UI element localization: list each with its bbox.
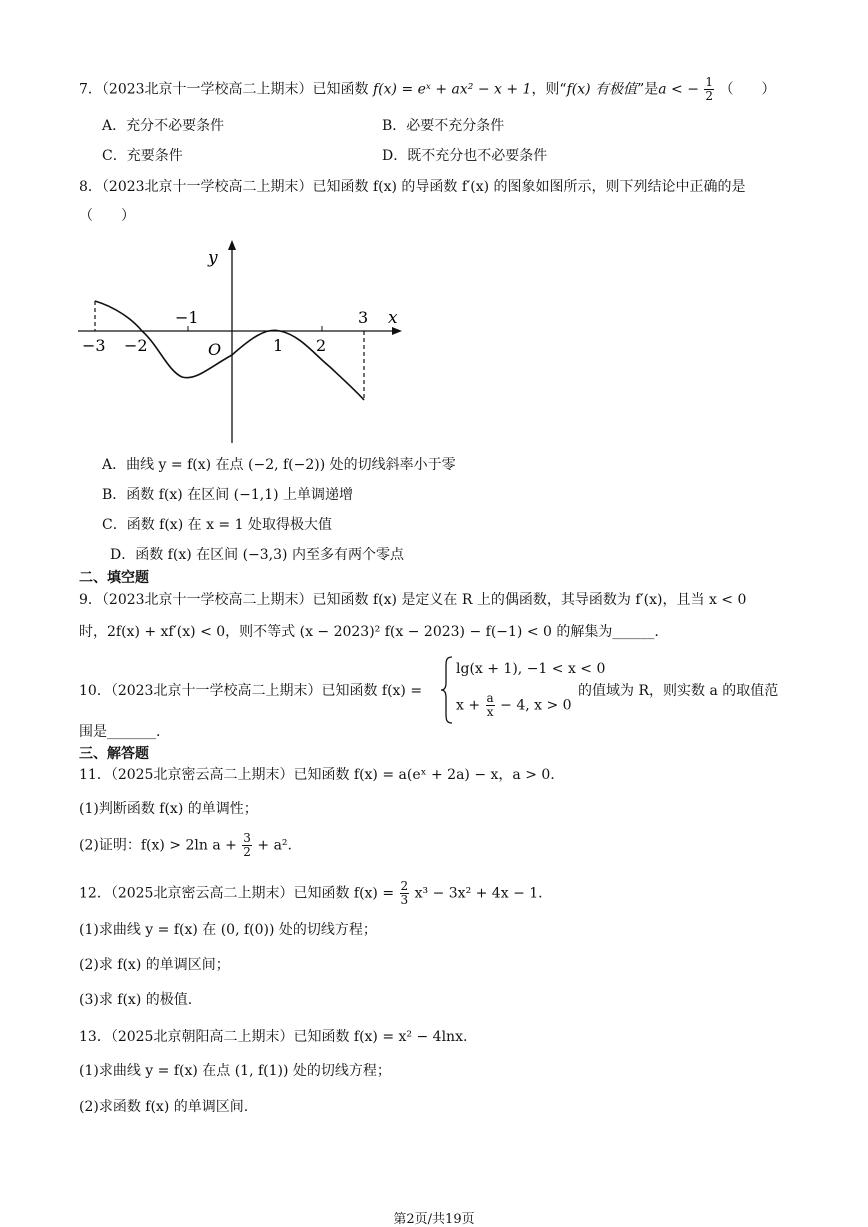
q8-stem-line1: 8．（2023北京十一学校高二上期末）已知函数 f(x) 的导函数 f′(x) 的图象如图所示，则下列结论中正确的是 (79, 179, 746, 195)
section-heading-fill-blank: 二、填空题 (79, 570, 149, 586)
q10-case2 (456, 692, 572, 719)
q13-stem: 13．（2025北京朝阳高二上期末）已知函数 f(x) = x² − 4lnx. (79, 1029, 468, 1045)
q10-frac-num: a (486, 691, 494, 705)
q9-line1: 9．（2023北京十一学校高二上期末）已知函数 f(x) 是定义在 R 上的偶函数，其导函数为 f′(x)，且当 x < 0 (79, 592, 747, 608)
q7-frac-den: 2 (705, 89, 714, 103)
q9-line2: 时，2f(x) + xf′(x) < 0，则不等式 (x − 2023)² f(x − 2023) − f(−1) < 0 的解集为______. (79, 624, 659, 640)
y-axis-arrow-icon (228, 240, 236, 250)
page-footer: 第2页/共19页 (393, 1212, 475, 1227)
q7-stem-prefix: 7．（2023北京十一学校高二上期末）已知函数 (79, 81, 369, 98)
tick-label-neg2: −2 (124, 336, 148, 355)
q7-answer-paren: （ ） (719, 81, 776, 98)
q11-part2-suffix: + a². (257, 837, 292, 854)
tick-label-1: 1 (273, 336, 284, 355)
q7-stem (79, 76, 776, 103)
q12-part1: (1)求曲线 y = f(x) 在 (0, f(0)) 处的切线方程； (79, 922, 377, 938)
q12-frac-num: 2 (400, 879, 409, 893)
tick-label-3: 3 (358, 308, 369, 327)
q11-frac-num: 3 (243, 831, 251, 845)
q10-stem-suffix: 的值域为 R，则实数 a 的取值范 (578, 683, 779, 699)
section-heading-solve: 三、解答题 (79, 746, 149, 762)
q10-case2-suffix: − 4, x > 0 (500, 697, 572, 714)
q13-part2: (2)求函数 f(x) 的单调区间. (79, 1099, 249, 1115)
x-axis-label: x (388, 308, 398, 328)
tick-label-neg3: −3 (82, 336, 106, 355)
q11-part2-prefix: (2)证明：f(x) > 2ln a + (79, 837, 237, 854)
q8-derivative-graph (70, 235, 410, 450)
q8-option-c: C．函数 f(x) 在 x = 1 处取得极大值 (102, 517, 332, 533)
q7-fraction (704, 76, 714, 103)
q11-stem: 11．（2025北京密云高二上期末）已知函数 f(x) = a(eˣ + 2a) − x，a > 0. (79, 767, 555, 783)
q12-part3: (3)求 f(x) 的极值. (79, 992, 193, 1008)
q7-condition2: a < − (658, 81, 699, 98)
q7-option-c: C．充要条件 (102, 148, 183, 164)
q12-stem-prefix: 12．（2025北京密云高二上期末）已知函数 f(x) = (79, 885, 395, 902)
tick-label-2: 2 (316, 336, 327, 355)
q7-option-b: B．必要不充分条件 (382, 118, 505, 134)
q13-part1: (1)求曲线 y = f(x) 在点 (1, f(1)) 处的切线方程； (79, 1063, 391, 1079)
origin-label: O (208, 340, 222, 359)
q10-case1: lg(x + 1), −1 < x < 0 (456, 661, 606, 677)
q12-stem (79, 880, 543, 907)
q12-fraction (400, 880, 410, 907)
q10-fraction (486, 692, 495, 719)
q10-case2-prefix: x + (456, 697, 481, 714)
q7-frac-num: 1 (705, 75, 714, 89)
q10-stem-prefix: 10．（2023北京十一学校高二上期末）已知函数 f(x) = (79, 683, 423, 699)
q10-frac-den: x (486, 705, 494, 719)
q7-stem-mid2: ”是 (637, 81, 659, 98)
tick-label-neg1: −1 (175, 308, 199, 327)
q12-part2: (2)求 f(x) 的单调区间； (79, 957, 230, 973)
q11-frac-den: 2 (243, 845, 251, 859)
q8-option-b: B．函数 f(x) 在区间 (−1,1) 上单调递增 (102, 487, 354, 503)
q11-part1: (1)判断函数 f(x) 的单调性； (79, 801, 258, 817)
q10-line2: 围是_______. (79, 724, 161, 740)
q11-fraction (242, 832, 252, 859)
q7-function: f(x) = eˣ + ax² − x + 1 (373, 81, 532, 98)
x-axis-arrow-icon (392, 327, 402, 335)
q12-frac-den: 3 (400, 893, 409, 907)
q7-option-d: D．既不充分也不必要条件 (382, 148, 548, 164)
q7-condition: f(x) 有极值 (566, 81, 638, 98)
q7-stem-mid: ，则“ (531, 81, 567, 98)
q8-stem-line2: （ ） (79, 208, 135, 224)
q10-left-brace-icon (440, 655, 454, 725)
q11-part2 (79, 832, 292, 859)
q8-option-d: D．函数 f(x) 在区间 (−3,3) 内至多有两个零点 (110, 547, 404, 563)
q8-option-a: A．曲线 y = f(x) 在点 (−2, f(−2)) 处的切线斜率小于零 (102, 457, 456, 473)
q7-option-a: A．充分不必要条件 (102, 118, 225, 134)
y-axis-label: y (208, 248, 218, 268)
q12-stem-suffix: x³ − 3x² + 4x − 1. (414, 885, 543, 902)
